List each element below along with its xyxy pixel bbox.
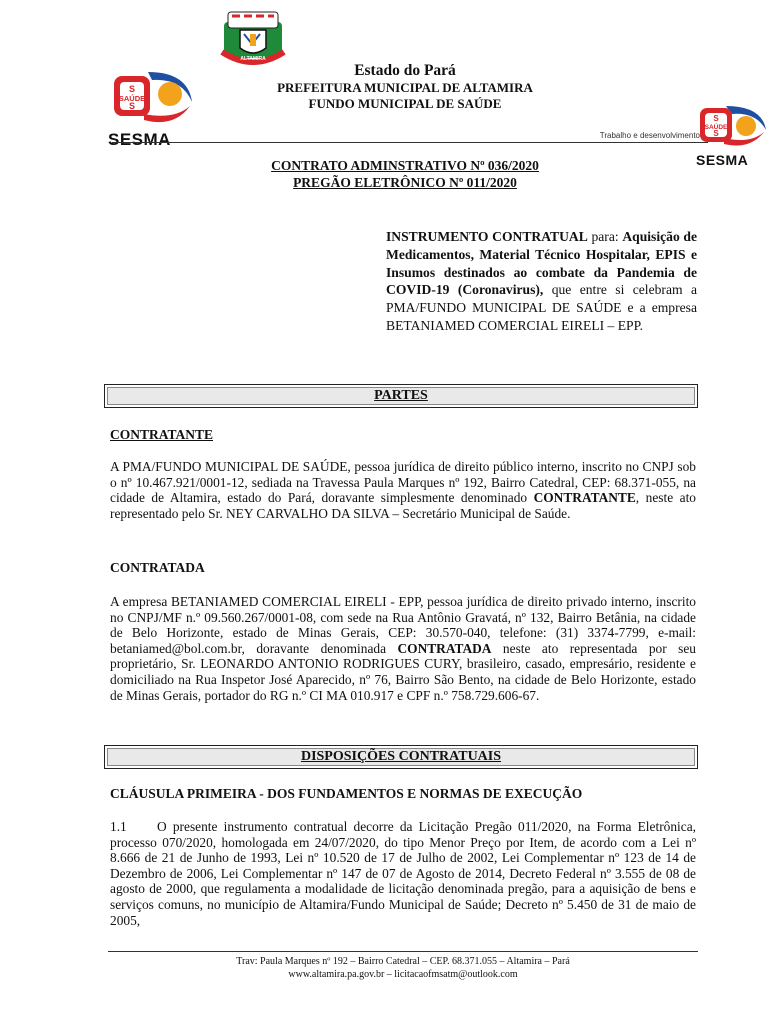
header-tagline: Trabalho e desenvolvimento bbox=[599, 131, 700, 140]
contract-title: CONTRATO ADMINSTRATIVO Nº 036/2020 bbox=[271, 158, 539, 173]
crest-label: ALTAMIRA bbox=[240, 56, 266, 62]
instrument-summary: INSTRUMENTO CONTRATUAL para: Aquisição de Medicamentos, Material Técnico Hospitalar, EPIS e Insumos destinados ao combate da Pandemia de COVID-19 (Coronavirus), que entre si celebram a PMA/FUNDO MUNICIPAL DE SAÚDE e a empresa BETANIAMED COMERCIAL EIRELI – EPP. bbox=[386, 229, 697, 333]
sesma-label-right: SESMA bbox=[696, 152, 749, 168]
header-prefeitura: PREFEITURA MUNICIPAL DE ALTAMIRA bbox=[277, 80, 533, 95]
header-divider bbox=[112, 142, 708, 143]
instrument-lead: INSTRUMENTO CONTRATUAL bbox=[386, 229, 588, 244]
svg-text:S: S bbox=[128, 84, 136, 94]
contratada-paragraph: A empresa BETANIAMED COMERCIAL EIRELI - EPP, pessoa jurídica de direito privado interno, inscrito no CNPJ/MF n.º 09.560.267/0001-08, com sede na Rua Antônio Gravatá, nº 132, Bairro Betânia, na cidade de Belo Horizonte, estado de Minas Gerais, CEP: 30.570-040, telefone: (31) 3374-7799, e-mail: betaniamed@bol.com.br, doravante denominada CONTRATADA neste ato representada por seu proprietário, Sr. LEONARDO ANTONIO RODRIGUES CURY, brasileiro, casado, empresário, residente e domiciliado na Rua Inspetor José Aparecido, nº 76, Bairro São Bento, na cidade de Belo Horizonte, estado de Minas Gerais, portador do RG n.º CI MA 010.917 e CPF n.º 758.729.606-67. bbox=[110, 594, 696, 703]
svg-text:S: S bbox=[713, 129, 719, 138]
partes-heading: PARTES bbox=[104, 384, 698, 408]
clausula-heading: CLÁUSULA PRIMEIRA - DOS FUNDAMENTOS E NORMAS DE EXECUÇÃO bbox=[110, 786, 583, 801]
header-state: Estado do Pará bbox=[354, 62, 456, 79]
contratada-heading: CONTRATADA bbox=[110, 560, 205, 575]
svg-text:SAÚDE: SAÚDE bbox=[704, 124, 728, 131]
pregao-title: PREGÃO ELETRÔNICO Nº 011/2020 bbox=[293, 175, 517, 190]
clausula-number: 1.1 bbox=[110, 819, 127, 834]
clausula-paragraph: 1.1 O presente instrumento contratual decorre da Licitação Pregão 011/2020, na Forma Eletrônica, processo 070/2020, homologada em 24/07/2020, do tipo Menor Preço por Item, de acordo com a Lei nº 8.666 de 21 de Junho de 1993, Lei nº 10.520 de 17 de Julho de 2002, Lei Complementar nº 123 de 14 de Dezembro de 2006, Lei Complementar nº 147 de 07 de Agosto de 2014, Decreto Federal nº 3.555 de 08 de agosto de 2000, que regulamenta a modalidade de licitação denominada pregão, para a aquisição de bens e serviços comuns, no município de Altamira/Fundo Municipal de Saúde; Decreto nº 5.450 de 31 de maio de 2005, bbox=[110, 819, 696, 928]
svg-text:S: S bbox=[128, 101, 136, 111]
instrument-object: Aquisição de Medicamentos, Material Técnico Hospitalar, EPIS e Insumos destinados ao combate da Pandemia de COVID-19 (Coronavirus), bbox=[386, 229, 697, 298]
sesma-logo-left bbox=[108, 70, 194, 149]
disposicoes-heading: DISPOSIÇÕES CONTRATUAIS bbox=[104, 745, 698, 769]
sesma-label-left: SESMA bbox=[108, 130, 171, 149]
footer-contacts: www.altamira.pa.gov.br – licitacaofmsatm@outlook.com bbox=[288, 969, 518, 980]
contratante-paragraph: A PMA/FUNDO MUNICIPAL DE SAÚDE, pessoa jurídica de direito público interno, inscrito no CNPJ sob o nº 10.467.921/0001-12, sediada na Travessa Paula Marques nº 192, Bairro Catedral, CEP: 68.371-055, na cidade de Altamira, estado do Pará, doravante simplesmente denominado CONTRATANTE, neste ato representado pelo Sr. NEY CARVALHO DA SILVA – Secretário Municipal de Saúde. bbox=[110, 459, 696, 521]
footer-address: Trav: Paula Marques nº 192 – Bairro Catedral – CEP. 68.371.055 – Altamira – Pará bbox=[236, 956, 570, 967]
sesma-logo-right bbox=[696, 104, 768, 168]
saude-emblem-icon bbox=[108, 70, 194, 126]
header-fundo: FUNDO MUNICIPAL DE SAÚDE bbox=[308, 96, 502, 111]
instrument-rest: que entre si celebram a PMA/FUNDO MUNICIPAL DE SAÚDE e a empresa BETANIAMED COMERCIAL EIRELI – EPP. bbox=[386, 282, 697, 333]
svg-text:S: S bbox=[713, 114, 719, 123]
svg-text:SAÚDE: SAÚDE bbox=[118, 94, 146, 103]
contratante-heading: CONTRATANTE bbox=[110, 427, 214, 442]
footer-divider bbox=[108, 951, 698, 952]
municipal-crest-icon bbox=[214, 8, 292, 68]
